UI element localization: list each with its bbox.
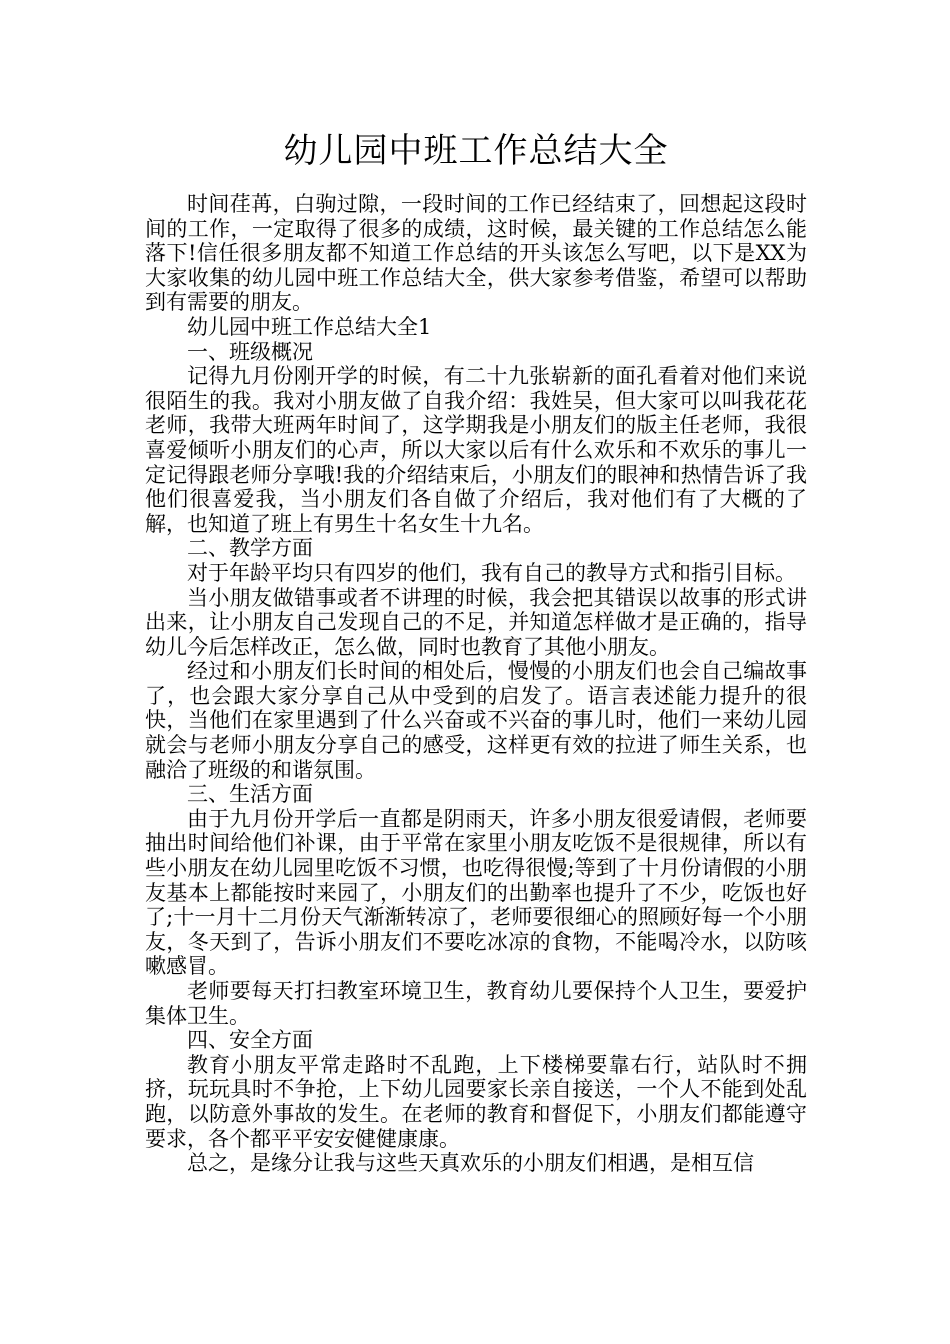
paragraph: 对于年龄平均只有四岁的他们，我有自己的教导方式和指引目标。 xyxy=(187,560,796,585)
intro-paragraph: 时间荏苒，白驹过隙，一段时间的工作已经结束了，回想起这段时间的工作，一定取得了很多的成绩，这时候，最关键的工作总结怎么能落下!信任很多朋友都不知道工作总结的开头该怎么写吧，以下是XX为大家收集的幼儿园中班工作总结大全，供大家参考借鉴，希望可以帮助到有需要的朋友。 xyxy=(145,192,807,315)
paragraph: 教育小朋友平常走路时不乱跑，上下楼梯要靠右行，站队时不拥挤，玩玩具时不争抢，上下幼儿园要家长亲自接送，一个人不能到处乱跑，以防意外事故的发生。在老师的教育和督促下，小朋友们都能遵守要求，各个都平平安安健健康康。 xyxy=(145,1052,807,1151)
section-heading-safety: 四、安全方面 xyxy=(187,1028,313,1053)
paragraph: 总之，是缘分让我与这些天真欢乐的小朋友们相遇，是相互信 xyxy=(187,1151,754,1176)
paragraph: 经过和小朋友们长时间的相处后，慢慢的小朋友们也会自己编故事了，也会跟大家分享自己从中受到的启发了。语言表述能力提升的很快，当他们在家里遇到了什么兴奋或不兴奋的事儿时，他们一来幼儿园就会与老师小朋友分享自己的感受，这样更有效的拉进了师生关系，也融洽了班级的和谐氛围。 xyxy=(145,659,807,782)
document-title: 幼儿园中班工作总结大全 xyxy=(283,131,669,171)
document-body xyxy=(145,192,807,1176)
paragraph: 由于九月份开学后一直都是阴雨天，许多小朋友很爱请假，老师要抽出时间给他们补课，由于平常在家里小朋友吃饭不是很规律，所以有些小朋友在幼儿园里吃饭不习惯，也吃得很慢;等到了十月份请假的小朋友基本上都能按时来园了，小朋友们的出勤率也提升了不少，吃饭也好了;十一月十二月份天气渐渐转凉了，老师要很细心的照顾好每一个小朋友，冬天到了，告诉小朋友们不要吃冰凉的食物，不能喝冷水，以防咳嗽感冒。 xyxy=(145,806,807,979)
paragraph: 记得九月份刚开学的时候，有二十九张崭新的面孔看着对他们来说很陌生的我。我对小朋友做了自我介绍：我姓吴，但大家可以叫我花花老师，我带大班两年时间了，这学期我是小朋友们的版主任老师，我很喜爱倾听小朋友们的心声，所以大家以后有什么欢乐和不欢乐的事儿一定记得跟老师分享哦!我的介绍结束后，小朋友们的眼神和热情告诉了我他们很喜爱我，当小朋友们各自做了介绍后，我对他们有了大概的了解，也知道了班上有男生十名女生十九名。 xyxy=(145,364,807,536)
paragraph: 当小朋友做错事或者不讲理的时候，我会把其错误以故事的形式讲出来，让小朋友自己发现自己的不足，并知道怎样做才是正确的，指导幼儿今后怎样改正，怎么做，同时也教育了其他小朋友。 xyxy=(145,585,807,659)
section-heading-daily-life: 三、生活方面 xyxy=(187,782,313,807)
section-heading-teaching: 二、教学方面 xyxy=(187,536,313,561)
section-heading-class-overview: 一、班级概况 xyxy=(187,339,313,364)
paragraph: 老师要每天打扫教室环境卫生，教育幼儿要保持个人卫生，要爱护集体卫生。 xyxy=(145,979,807,1028)
subtitle-heading: 幼儿园中班工作总结大全1 xyxy=(187,314,432,339)
document-page xyxy=(145,120,807,1176)
